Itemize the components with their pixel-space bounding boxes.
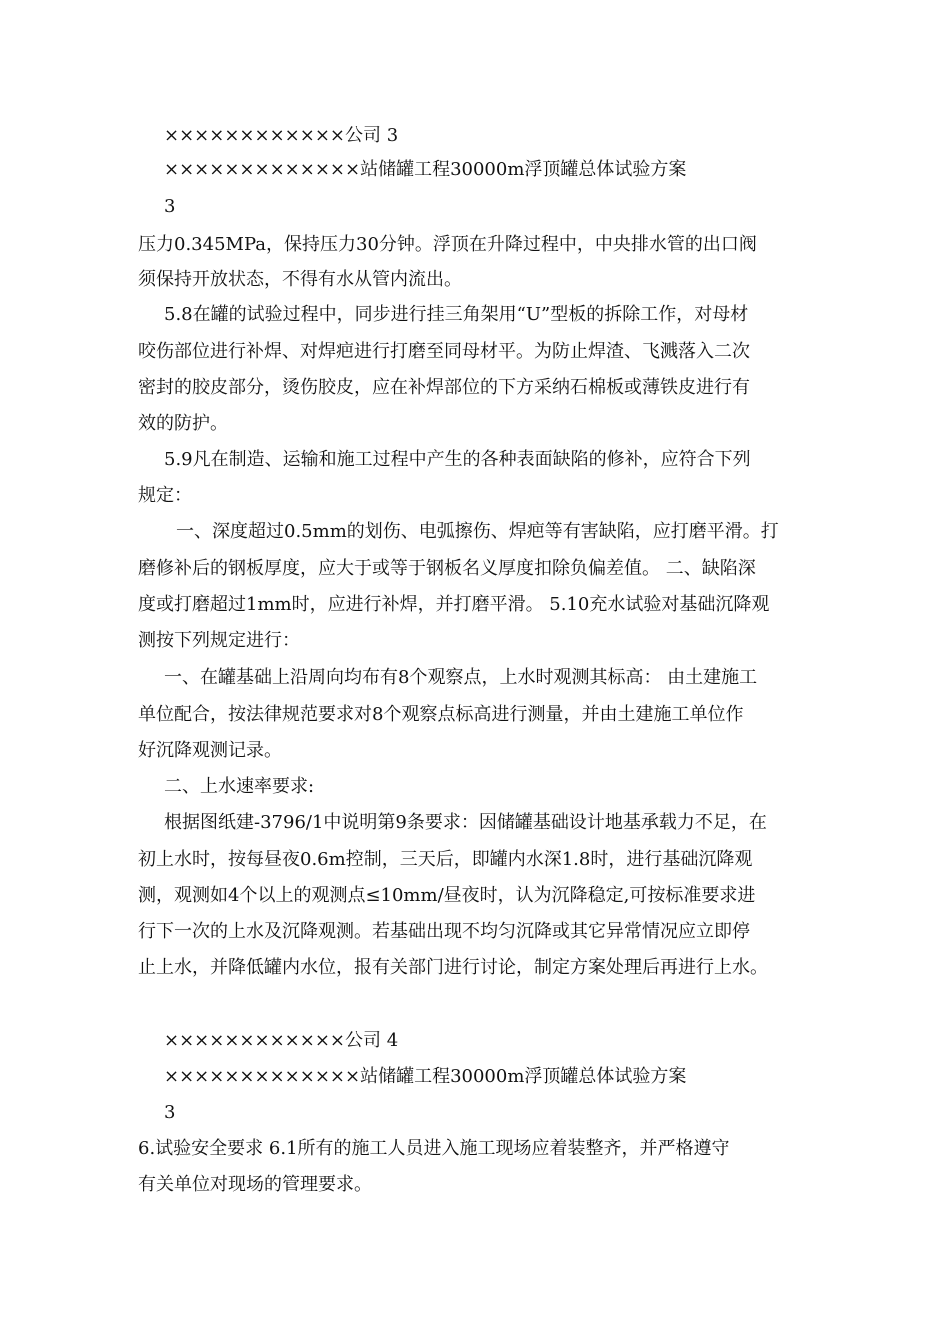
header-title-2: ×××××××××××××站储罐工程30000m浮顶罐总体试验方案 bbox=[164, 1066, 687, 1087]
para-line: 一、在罐基础上沿周向均布有8个观察点，上水时观测其标高： 由土建施工 bbox=[164, 667, 758, 688]
para-line: 二、上水速率要求: bbox=[164, 776, 315, 797]
para-line: 6.试验安全要求 6.1所有的施工人员进入施工现场应着装整齐，并严格遵守 bbox=[138, 1138, 730, 1159]
para-line: 行下一次的上水及沉降观测。若基础出现不均匀沉降或其它异常情况应立即停 bbox=[138, 921, 750, 942]
header-page-1: 3 bbox=[164, 196, 176, 217]
header-company-1: ××××××××××××公司 3 bbox=[164, 125, 399, 146]
header-company-2: ××××××××××××公司 4 bbox=[164, 1030, 399, 1051]
para-line: 密封的胶皮部分，烫伤胶皮，应在补焊部位的下方采纳石棉板或薄铁皮进行有 bbox=[138, 377, 750, 398]
para-line: 压力0.345MPa，保持压力30分钟。浮顶在升降过程中，中央排水管的出口阀 bbox=[138, 234, 757, 255]
para-line: 单位配合，按法律规范要求对8个观察点标高进行测量，并由土建施工单位作 bbox=[138, 704, 744, 725]
para-line: 好沉降观测记录。 bbox=[138, 740, 282, 761]
header-page-2: 3 bbox=[164, 1102, 176, 1123]
para-line: 磨修补后的钢板厚度，应大于或等于钢板名义厚度扣除负偏差值。 二、缺陷深 bbox=[138, 558, 756, 579]
para-line: 须保持开放状态，不得有水从管内流出。 bbox=[138, 269, 462, 290]
para-line: 度或打磨超过1mm时，应进行补焊，并打磨平滑。 5.10充水试验对基础沉降观 bbox=[138, 594, 770, 615]
para-line: 有关单位对现场的管理要求。 bbox=[138, 1174, 372, 1195]
para-line: 5.8在罐的试验过程中，同步进行挂三角架用“U”型板的拆除工作，对母材 bbox=[164, 304, 749, 325]
para-line: 咬伤部位进行补焊、对焊疤进行打磨至同母材平。为防止焊渣、飞溅落入二次 bbox=[138, 341, 750, 362]
para-line: 测按下列规定进行： bbox=[138, 630, 300, 651]
para-line: 一、深度超过0.5mm的划伤、电弧擦伤、焊疤等有害缺陷，应打磨平滑。打 bbox=[176, 521, 779, 542]
para-line: 规定： bbox=[138, 485, 192, 506]
header-title-1: ×××××××××××××站储罐工程30000m浮顶罐总体试验方案 bbox=[164, 159, 687, 180]
para-line: 止上水，并降低罐内水位，报有关部门进行讨论，制定方案处理后再进行上水。 bbox=[138, 957, 768, 978]
para-line: 效的防护。 bbox=[138, 413, 228, 434]
para-line: 5.9凡在制造、运输和施工过程中产生的各种表面缺陷的修补，应符合下列 bbox=[164, 449, 751, 470]
para-line: 根据图纸建-3796/1中说明第9条要求：因储罐基础设计地基承载力不足，在 bbox=[164, 812, 767, 833]
para-line: 测，观测如4个以上的观测点≤10mm/昼夜时，认为沉降稳定,可按标准要求进 bbox=[138, 885, 756, 906]
para-line: 初上水时，按每昼夜0.6m控制，三天后，即罐内水深1.8时，进行基础沉降观 bbox=[138, 849, 753, 870]
